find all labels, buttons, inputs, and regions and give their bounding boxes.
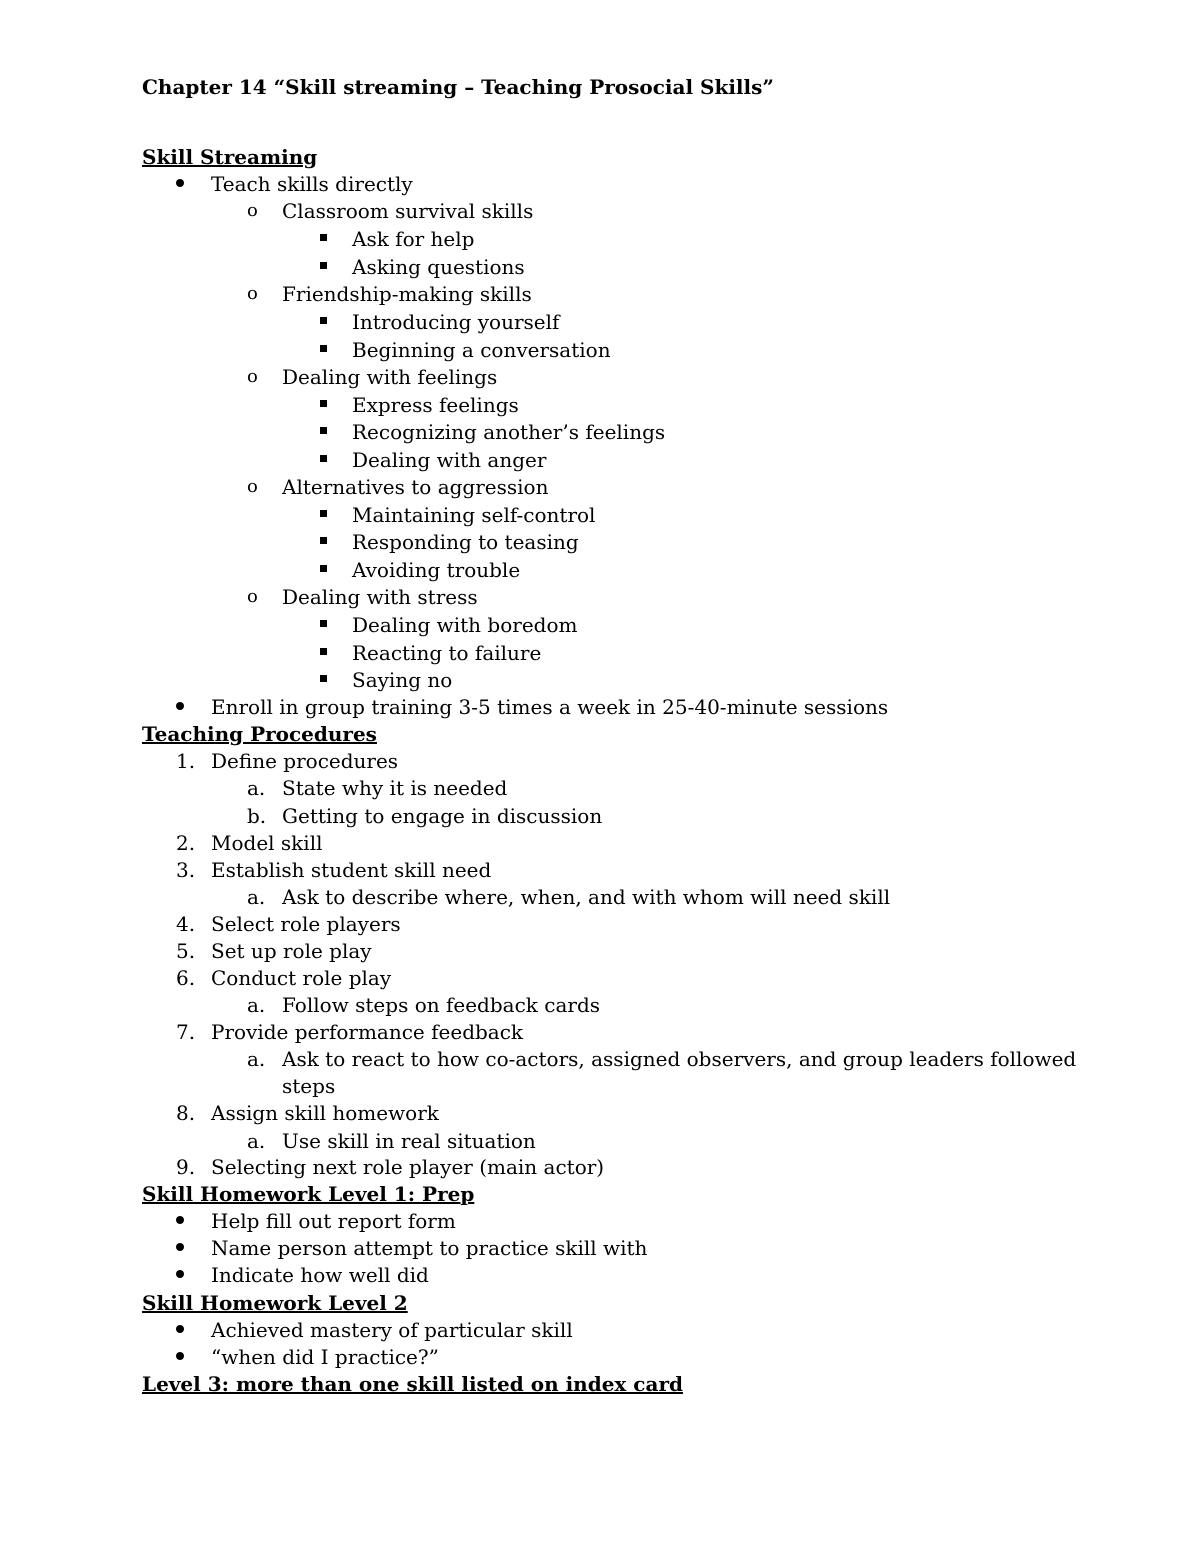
circle-bullet-icon: o <box>247 200 258 221</box>
list-item-text: Dealing with stress <box>282 585 478 609</box>
bullet-icon <box>176 179 184 187</box>
circle-bullet-icon: o <box>247 586 258 607</box>
list-item-text: State why it is needed <box>282 776 508 800</box>
list-item-text: Ask for help <box>352 227 475 251</box>
list-item-text: Dealing with feelings <box>282 365 498 389</box>
list-number: 5. <box>176 939 196 963</box>
list-item-text: Maintaining self-control <box>352 503 596 527</box>
list-item-text: Friendship-making skills <box>282 282 532 306</box>
circle-bullet-icon: o <box>247 283 258 304</box>
square-bullet-icon <box>320 620 327 627</box>
square-bullet-icon <box>320 234 327 241</box>
list-item-text: Dealing with anger <box>352 448 547 472</box>
list-number: 3. <box>176 858 196 882</box>
list-item-text: Provide performance feedback <box>211 1020 524 1044</box>
list-number: 8. <box>176 1101 196 1125</box>
square-bullet-icon <box>320 400 327 407</box>
list-item-text: Dealing with boredom <box>352 613 578 637</box>
list-number: 4. <box>176 912 196 936</box>
list-item-text: Achieved mastery of particular skill <box>211 1318 573 1342</box>
section-heading-teaching-procedures: Teaching Procedures <box>142 722 377 746</box>
list-item-text: Saying no <box>352 668 453 692</box>
square-bullet-icon <box>320 648 327 655</box>
bullet-icon <box>176 1243 184 1251</box>
list-item-text: Teach skills directly <box>211 172 413 196</box>
list-item-text: Enroll in group training 3-5 times a week in 25-40-minute sessions <box>211 695 889 719</box>
section-heading-homework-level-2: Skill Homework Level 2 <box>142 1291 408 1315</box>
list-item-text: Express feelings <box>352 393 519 417</box>
section-heading-level-3: Level 3: more than one skill listed on index card <box>142 1372 683 1396</box>
bullet-icon <box>176 1216 184 1224</box>
list-item-text: Asking questions <box>352 255 525 279</box>
list-item-text: “when did I practice?” <box>211 1345 439 1369</box>
list-letter: a. <box>247 1129 266 1153</box>
square-bullet-icon <box>320 537 327 544</box>
list-item-text: Name person attempt to practice skill with <box>211 1236 648 1260</box>
list-item-text: Define procedures <box>211 749 399 773</box>
square-bullet-icon <box>320 345 327 352</box>
square-bullet-icon <box>320 455 327 462</box>
list-item-text: Responding to teasing <box>352 530 579 554</box>
section-heading-skill-streaming: Skill Streaming <box>142 145 318 169</box>
list-item-text: Set up role play <box>211 939 372 963</box>
circle-bullet-icon: o <box>247 476 258 497</box>
square-bullet-icon <box>320 510 327 517</box>
list-item-text: Help fill out report form <box>211 1209 456 1233</box>
square-bullet-icon <box>320 565 327 572</box>
list-item-text: Recognizing another’s feelings <box>352 420 666 444</box>
circle-bullet-icon: o <box>247 366 258 387</box>
square-bullet-icon <box>320 262 327 269</box>
list-item-text: Avoiding trouble <box>352 558 521 582</box>
list-item-text: Classroom survival skills <box>282 199 534 223</box>
list-item-text: Follow steps on feedback cards <box>282 993 601 1017</box>
list-item-text: Ask to describe where, when, and with whom will need skill <box>282 885 891 909</box>
list-letter: b. <box>247 804 267 828</box>
list-item-text: Use skill in real situation <box>282 1129 536 1153</box>
list-item-text: Getting to engage in discussion <box>282 804 603 828</box>
square-bullet-icon <box>320 427 327 434</box>
list-item-text: Conduct role play <box>211 966 392 990</box>
list-item-text: Reacting to failure <box>352 641 542 665</box>
section-heading-homework-level-1: Skill Homework Level 1: Prep <box>142 1182 475 1206</box>
bullet-icon <box>176 1270 184 1278</box>
list-item-text: Ask to react to how co-actors, assigned observers, and group leaders followed <box>282 1047 1077 1071</box>
list-number: 7. <box>176 1020 196 1044</box>
list-number: 9. <box>176 1155 196 1179</box>
list-letter: a. <box>247 776 266 800</box>
square-bullet-icon <box>320 675 327 682</box>
list-item-text: Assign skill homework <box>211 1101 439 1125</box>
list-item-text: Alternatives to aggression <box>282 475 549 499</box>
list-number: 1. <box>176 749 196 773</box>
list-item-text: steps <box>282 1074 336 1098</box>
list-item-text: Model skill <box>211 831 323 855</box>
document-title: Chapter 14 “Skill streaming – Teaching Prosocial Skills” <box>142 75 774 99</box>
list-item-text: Indicate how well did <box>211 1263 429 1287</box>
list-item-text: Selecting next role player (main actor) <box>211 1155 605 1179</box>
bullet-icon <box>176 1325 184 1333</box>
list-item-text: Select role players <box>211 912 401 936</box>
list-letter: a. <box>247 885 266 909</box>
list-letter: a. <box>247 993 266 1017</box>
list-item-text: Establish student skill need <box>211 858 492 882</box>
list-number: 6. <box>176 966 196 990</box>
list-number: 2. <box>176 831 196 855</box>
bullet-icon <box>176 1352 184 1360</box>
square-bullet-icon <box>320 317 327 324</box>
list-item-text: Beginning a conversation <box>352 338 611 362</box>
list-letter: a. <box>247 1047 266 1071</box>
list-item-text: Introducing yourself <box>352 310 560 334</box>
bullet-icon <box>176 702 184 710</box>
